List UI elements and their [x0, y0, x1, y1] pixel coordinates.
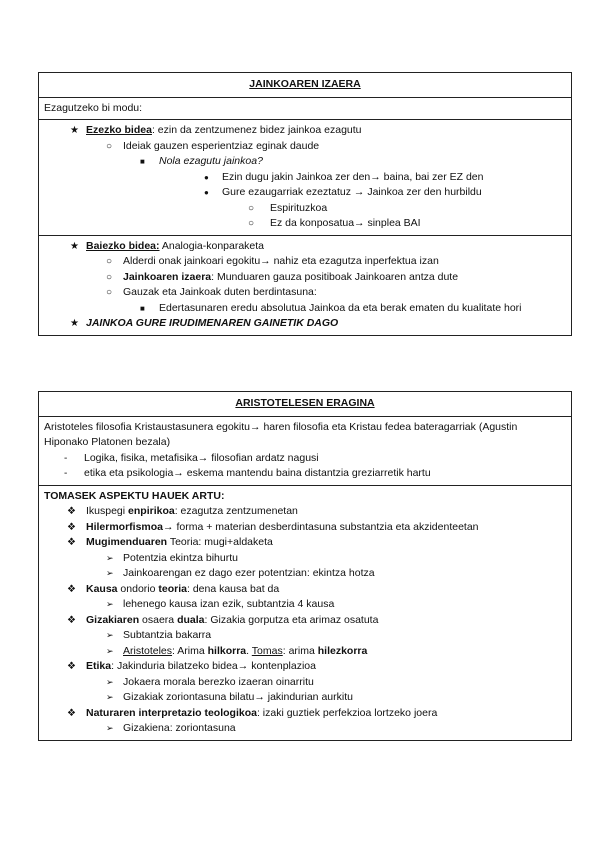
diamond-bullet-icon: ❖: [67, 506, 76, 517]
square-bullet-icon: ■: [140, 157, 145, 166]
circle-bullet-icon: ○: [106, 287, 113, 298]
arrowhead-bullet-icon: ➢: [106, 568, 114, 578]
section-title: ARISTOTELESEN ERAGINA: [39, 392, 571, 417]
arrowhead-bullet-icon: ➢: [106, 630, 114, 640]
list-item: ❖ Ikuspegi enpirikoa: ezagutza zentzumenetan: [44, 504, 566, 520]
intro-row: Aristoteles filosofia Kristaustasunera egokitu→ haren filosofia eta Kristau fedea bateragarriak (Agustin Hiponako Platonen bezala) - Logika, fisika, metafisika→ filosofian ardatz nagusi - etika eta psikologia→ eskema mantendu baina distantzia greziarretik hartu: [39, 417, 571, 486]
star-bullet-icon: ★: [70, 125, 79, 136]
star-bullet-icon: ★: [70, 240, 79, 252]
dash-bullet: -: [64, 452, 68, 464]
list-item: ■ Edertasunaren eredu absolutua Jainkoa da eta berak ematen du kualitate hori: [44, 301, 566, 317]
aspects-heading: TOMASEK ASPEKTU HAUEK ARTU:: [44, 489, 225, 502]
list-item: ➢ Potentzia ekintza bihurtu: [44, 551, 566, 567]
list-item: ➢ Jainkoarengan ez dago ezer potentzian: ekintza hotza: [44, 566, 566, 582]
arrowhead-bullet-icon: ➢: [106, 723, 114, 733]
list-item: ❖ Gizakiaren osaera duala: Gizakia gorputza eta arimaz osatuta: [44, 613, 566, 629]
negative-way-row: [39, 120, 571, 236]
circle-bullet-icon: ○: [106, 256, 113, 267]
tomas-aspects-row: [39, 486, 571, 740]
intro-text: Ezagutzeko bi modu:: [44, 101, 143, 114]
list-item: ○ Ideiak gauzen esperientziaz eginak daude: [44, 139, 566, 155]
list-item: ➢ Aristoteles: Arima hilkorra. Tomas: arima hilezkorra: [44, 644, 566, 660]
list-item: ○ Gauzak eta Jainkoak duten berdintasuna:: [44, 285, 566, 301]
positive-way-row: [39, 236, 571, 335]
list-item: ★ Baiezko bidea: Analogia-konparaketa: [44, 239, 566, 255]
list-item: - Logika, fisika, metafisika→ filosofian ardatz nagusi: [44, 451, 566, 467]
list-item: ○ Espirituzkoa: [44, 201, 566, 217]
list-item: ○ Jainkoaren izaera: Munduaren gauza positiboak Jainkoaren antza dute: [44, 270, 566, 286]
list-item: ➢ lehenego kausa izan ezik, subtantzia 4 kausa: [44, 597, 566, 613]
aristotelesen-eragina-table: [38, 391, 572, 741]
list-item: ❖ Etika: Jakinduria bilatzeko bidea→ kontenplazioa: [44, 659, 566, 675]
arrowhead-bullet-icon: ➢: [106, 552, 114, 563]
list-item: ➢ Jokaera morala berezko izaeran oinarritu: [44, 675, 566, 691]
list-item: ❖ Kausa ondorio teoria: dena kausa bat da: [44, 582, 566, 598]
circle-bullet-icon: ○: [248, 218, 255, 229]
list-item: ● Gure ezaugarriak ezeztatuz → Jainkoa zer den hurbildu: [44, 185, 566, 201]
diamond-bullet-icon: ❖: [67, 521, 76, 533]
ezezko-bidea-label: Ezezko bidea: [86, 124, 152, 136]
arrowhead-bullet-icon: ➢: [106, 692, 114, 702]
diamond-bullet-icon: ❖: [67, 537, 76, 548]
list-item: ➢ Gizakiak zoriontasuna bilatu→ jakindurian aurkitu: [44, 690, 566, 706]
diamond-bullet-icon: ❖: [67, 661, 76, 672]
arrowhead-bullet-icon: ➢: [106, 599, 114, 609]
list-item: ❖ Naturaren interpretazio teologikoa: izaki guztiek perfekzioa lortzeko joera: [44, 706, 566, 722]
list-item: ❖ Mugimenduaren Teoria: mugi+aldaketa: [44, 535, 566, 551]
list-item: ★ JAINKOA GURE IRUDIMENAREN GAINETIK DAGO: [44, 316, 566, 332]
dot-bullet-icon: ●: [204, 188, 209, 197]
circle-bullet-icon: ○: [248, 202, 255, 214]
arrowhead-bullet-icon: ➢: [106, 645, 114, 656]
star-bullet-icon: ★: [70, 318, 79, 329]
diamond-bullet-icon: ❖: [67, 707, 76, 719]
jainkoaren-izaera-table: [38, 72, 572, 336]
arrowhead-bullet-icon: ➢: [106, 676, 114, 687]
diamond-bullet-icon: ❖: [67, 614, 76, 626]
intro-row: [39, 98, 571, 121]
circle-bullet-icon: ○: [106, 271, 113, 283]
list-item: ○ Alderdi onak jainkoari egokitu→ nahiz eta ezagutza inperfektua izan: [44, 254, 566, 270]
circle-bullet-icon: ○: [106, 140, 113, 152]
list-item: ➢ Subtantzia bakarra: [44, 628, 566, 644]
list-item: ❖ Hilermorfismoa→ forma + materian desberdintasuna substantzia eta akzidenteetan: [44, 520, 566, 536]
list-item: ● Ezin dugu jakin Jainkoa zer den→ baina, bai zer EZ den: [44, 170, 566, 186]
list-item: - etika eta psikologia→ eskema mantendu baina distantzia greziarretik hartu: [44, 466, 566, 482]
list-item: ○ Ez da konposatua→ sinplea BAI: [44, 216, 566, 232]
section-title: JAINKOAREN IZAERA: [39, 73, 571, 98]
square-bullet-icon: ■: [140, 303, 145, 313]
list-item: ➢ Gizakiena: zoriontasuna: [44, 721, 566, 737]
dot-bullet-icon: ●: [204, 172, 209, 182]
diamond-bullet-icon: ❖: [67, 583, 76, 595]
list-item: ■ Nola ezagutu jainkoa?: [44, 154, 566, 170]
dash-bullet: -: [64, 468, 68, 479]
list-item: ★ Ezezko bidea: ezin da zentzumenez bidez jainkoa ezagutu: [44, 123, 566, 139]
